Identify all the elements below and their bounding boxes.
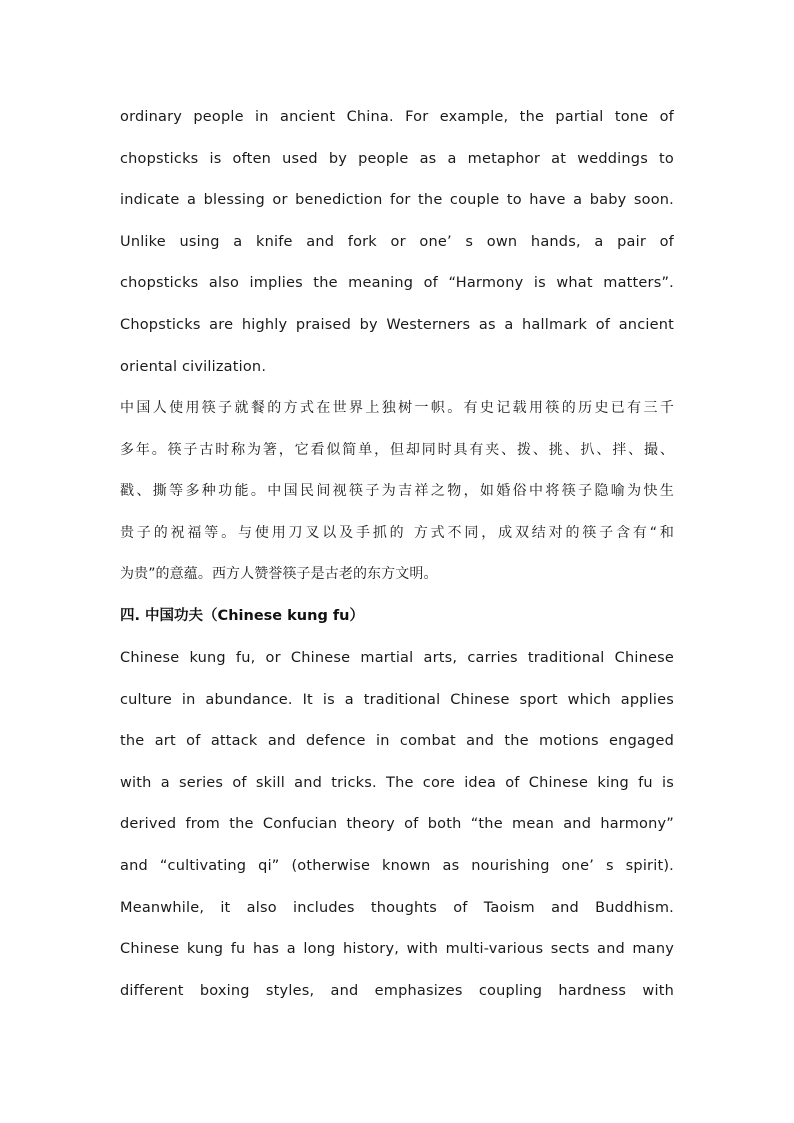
text-line: Chopsticks are highly praised by Westerners as a hallmark of ancient bbox=[120, 316, 674, 333]
text-line: chopsticks also implies the meaning of “Harmony is what matters”. bbox=[120, 275, 674, 292]
text-line: 戳、撕等多种功能。中国民间视筷子为吉祥之物，如婚俗中将筷子隐喻为快生 bbox=[120, 483, 674, 500]
text-line: oriental civilization. bbox=[120, 358, 267, 375]
paragraph-chopsticks-chinese bbox=[120, 388, 674, 596]
text-line: different boxing styles, and emphasizes coupling hardness with bbox=[120, 982, 674, 999]
text-line: culture in abundance. It is a traditional Chinese sport which applies bbox=[120, 691, 674, 708]
text-line: the art of attack and defence in combat and the motions engaged bbox=[120, 733, 674, 750]
text-line: Unlike using a knife and fork or one’ s own hands, a pair of bbox=[120, 233, 674, 250]
text-line: 中国人使用筷子就餐的方式在世界上独树一帜。有史记载用筷的历史已有三千 bbox=[120, 400, 674, 416]
text-line: Meanwhile, it also includes thoughts of Taoism and Buddhism. bbox=[120, 899, 674, 916]
text-line: 多年。筷子古时称为箸，它看似简单，但却同时具有夹、拨、挑、扒、拌、撮、 bbox=[120, 441, 674, 458]
text-line: Chinese kung fu has a long history, with multi-various sects and many bbox=[120, 941, 674, 958]
paragraph-kung-fu-english bbox=[120, 638, 674, 1012]
text-line: with a series of skill and tricks. The core idea of Chinese king fu is bbox=[120, 774, 674, 791]
text-line: indicate a blessing or benediction for the couple to have a baby soon. bbox=[120, 192, 674, 209]
section-heading-kung-fu: 四. 中国功夫（Chinese kung fu） bbox=[120, 608, 365, 624]
text-line: ordinary people in ancient China. For example, the partial tone of bbox=[120, 109, 674, 125]
text-line: derived from the Confucian theory of both “the mean and harmony” bbox=[120, 816, 674, 833]
text-line: 贵子的祝福等。与使用刀叉以及手抓的 方式不同，成双结对的筷子含有“和 bbox=[120, 524, 674, 541]
text-line: chopsticks is often used by people as a metaphor at weddings to bbox=[120, 150, 674, 167]
text-line: and “cultivating qi” (otherwise known as nourishing one’ s spirit). bbox=[120, 857, 674, 874]
paragraph-chopsticks-english bbox=[120, 97, 674, 388]
text-line: Chinese kung fu, or Chinese martial arts, carries traditional Chinese bbox=[120, 650, 674, 666]
text-line: 为贵”的意蕴。西方人赞誉筷子是古老的东方文明。 bbox=[120, 566, 438, 583]
